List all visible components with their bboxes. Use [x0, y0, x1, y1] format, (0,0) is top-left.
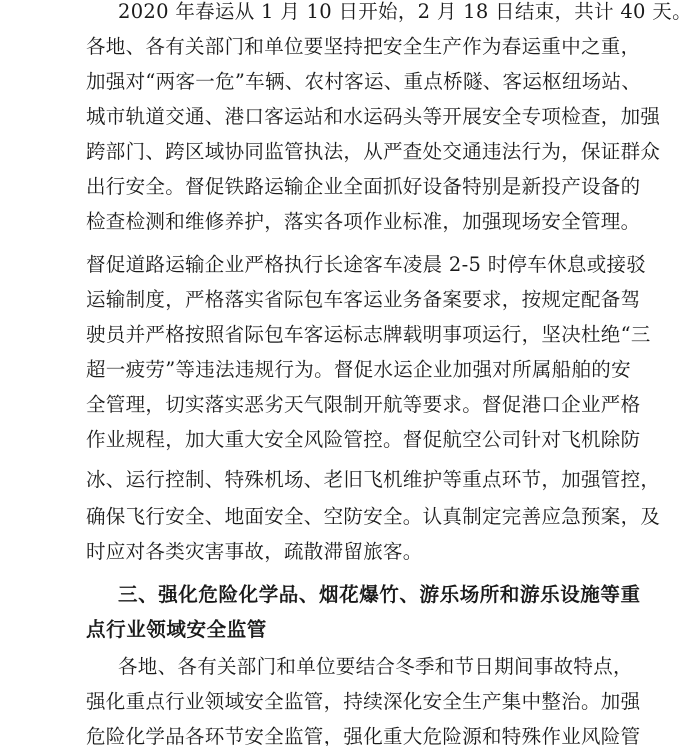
paragraph-line: 督促道路运输企业严格执行长途客车凌晨 2-5 时停车休息或接驳 — [86, 253, 647, 276]
paragraph-line: 各地、各有关部门和单位要结合冬季和节日期间事故特点， — [118, 655, 633, 678]
paragraph-line: 驶员并严格按照省际包车客运标志牌载明事项运行，坚决杜绝“三 — [86, 323, 651, 346]
paragraph-line: 出行安全。督促铁路运输企业全面抓好设备特别是新投产设备的 — [86, 175, 641, 198]
paragraph-line: 时应对各类灾害事故，疏散滞留旅客。 — [86, 540, 423, 563]
paragraph-line: 各地、各有关部门和单位要坚持把安全生产作为春运重中之重， — [86, 35, 641, 58]
paragraph-line: 2020 年春运从 1 月 10 日开始，2 月 18 日结束，共计 40 天。 — [118, 0, 692, 23]
paragraph-line: 全管理，切实落实恶劣天气限制开航等要求。督促港口企业严格 — [86, 393, 641, 416]
section-heading: 三、强化危险化学品、烟花爆竹、游乐场所和游乐设施等重 — [118, 583, 641, 606]
paragraph-line: 冰、运行控制、特殊机场、老旧飞机维护等重点环节，加强管控， — [86, 468, 661, 491]
paragraph-line: 加强对“两客一危”车辆、农村客运、重点桥隧、客运枢纽场站、 — [86, 70, 642, 93]
paragraph-line: 强化重点行业领域安全监管，持续深化安全生产集中整治。加强 — [86, 690, 641, 713]
paragraph-line: 运输制度，严格落实省际包车客运业务备案要求，按规定配备驾 — [86, 288, 641, 311]
paragraph-line: 确保飞行安全、地面安全、空防安全。认真制定完善应急预案，及 — [86, 505, 661, 528]
paragraph-line: 检查检测和维修养护，落实各项作业标准，加强现场安全管理。 — [86, 210, 641, 233]
paragraph-line: 危险化学品各环节安全监管，强化重大危险源和特殊作业风险管 — [86, 725, 641, 746]
paragraph-line: 作业规程，加大重大安全风险管控。督促航空公司针对飞机除防 — [86, 428, 641, 451]
section-heading: 点行业领域安全监管 — [86, 618, 267, 641]
paragraph-line: 城市轨道交通、港口客运站和水运码头等开展安全专项检查，加强 — [86, 105, 661, 128]
paragraph-line: 超一疲劳”等违法违规行为。督促水运企业加强对所属船舶的安 — [86, 358, 631, 381]
paragraph-line: 跨部门、跨区域协同监管执法，从严查处交通违法行为，保证群众 — [86, 140, 661, 163]
